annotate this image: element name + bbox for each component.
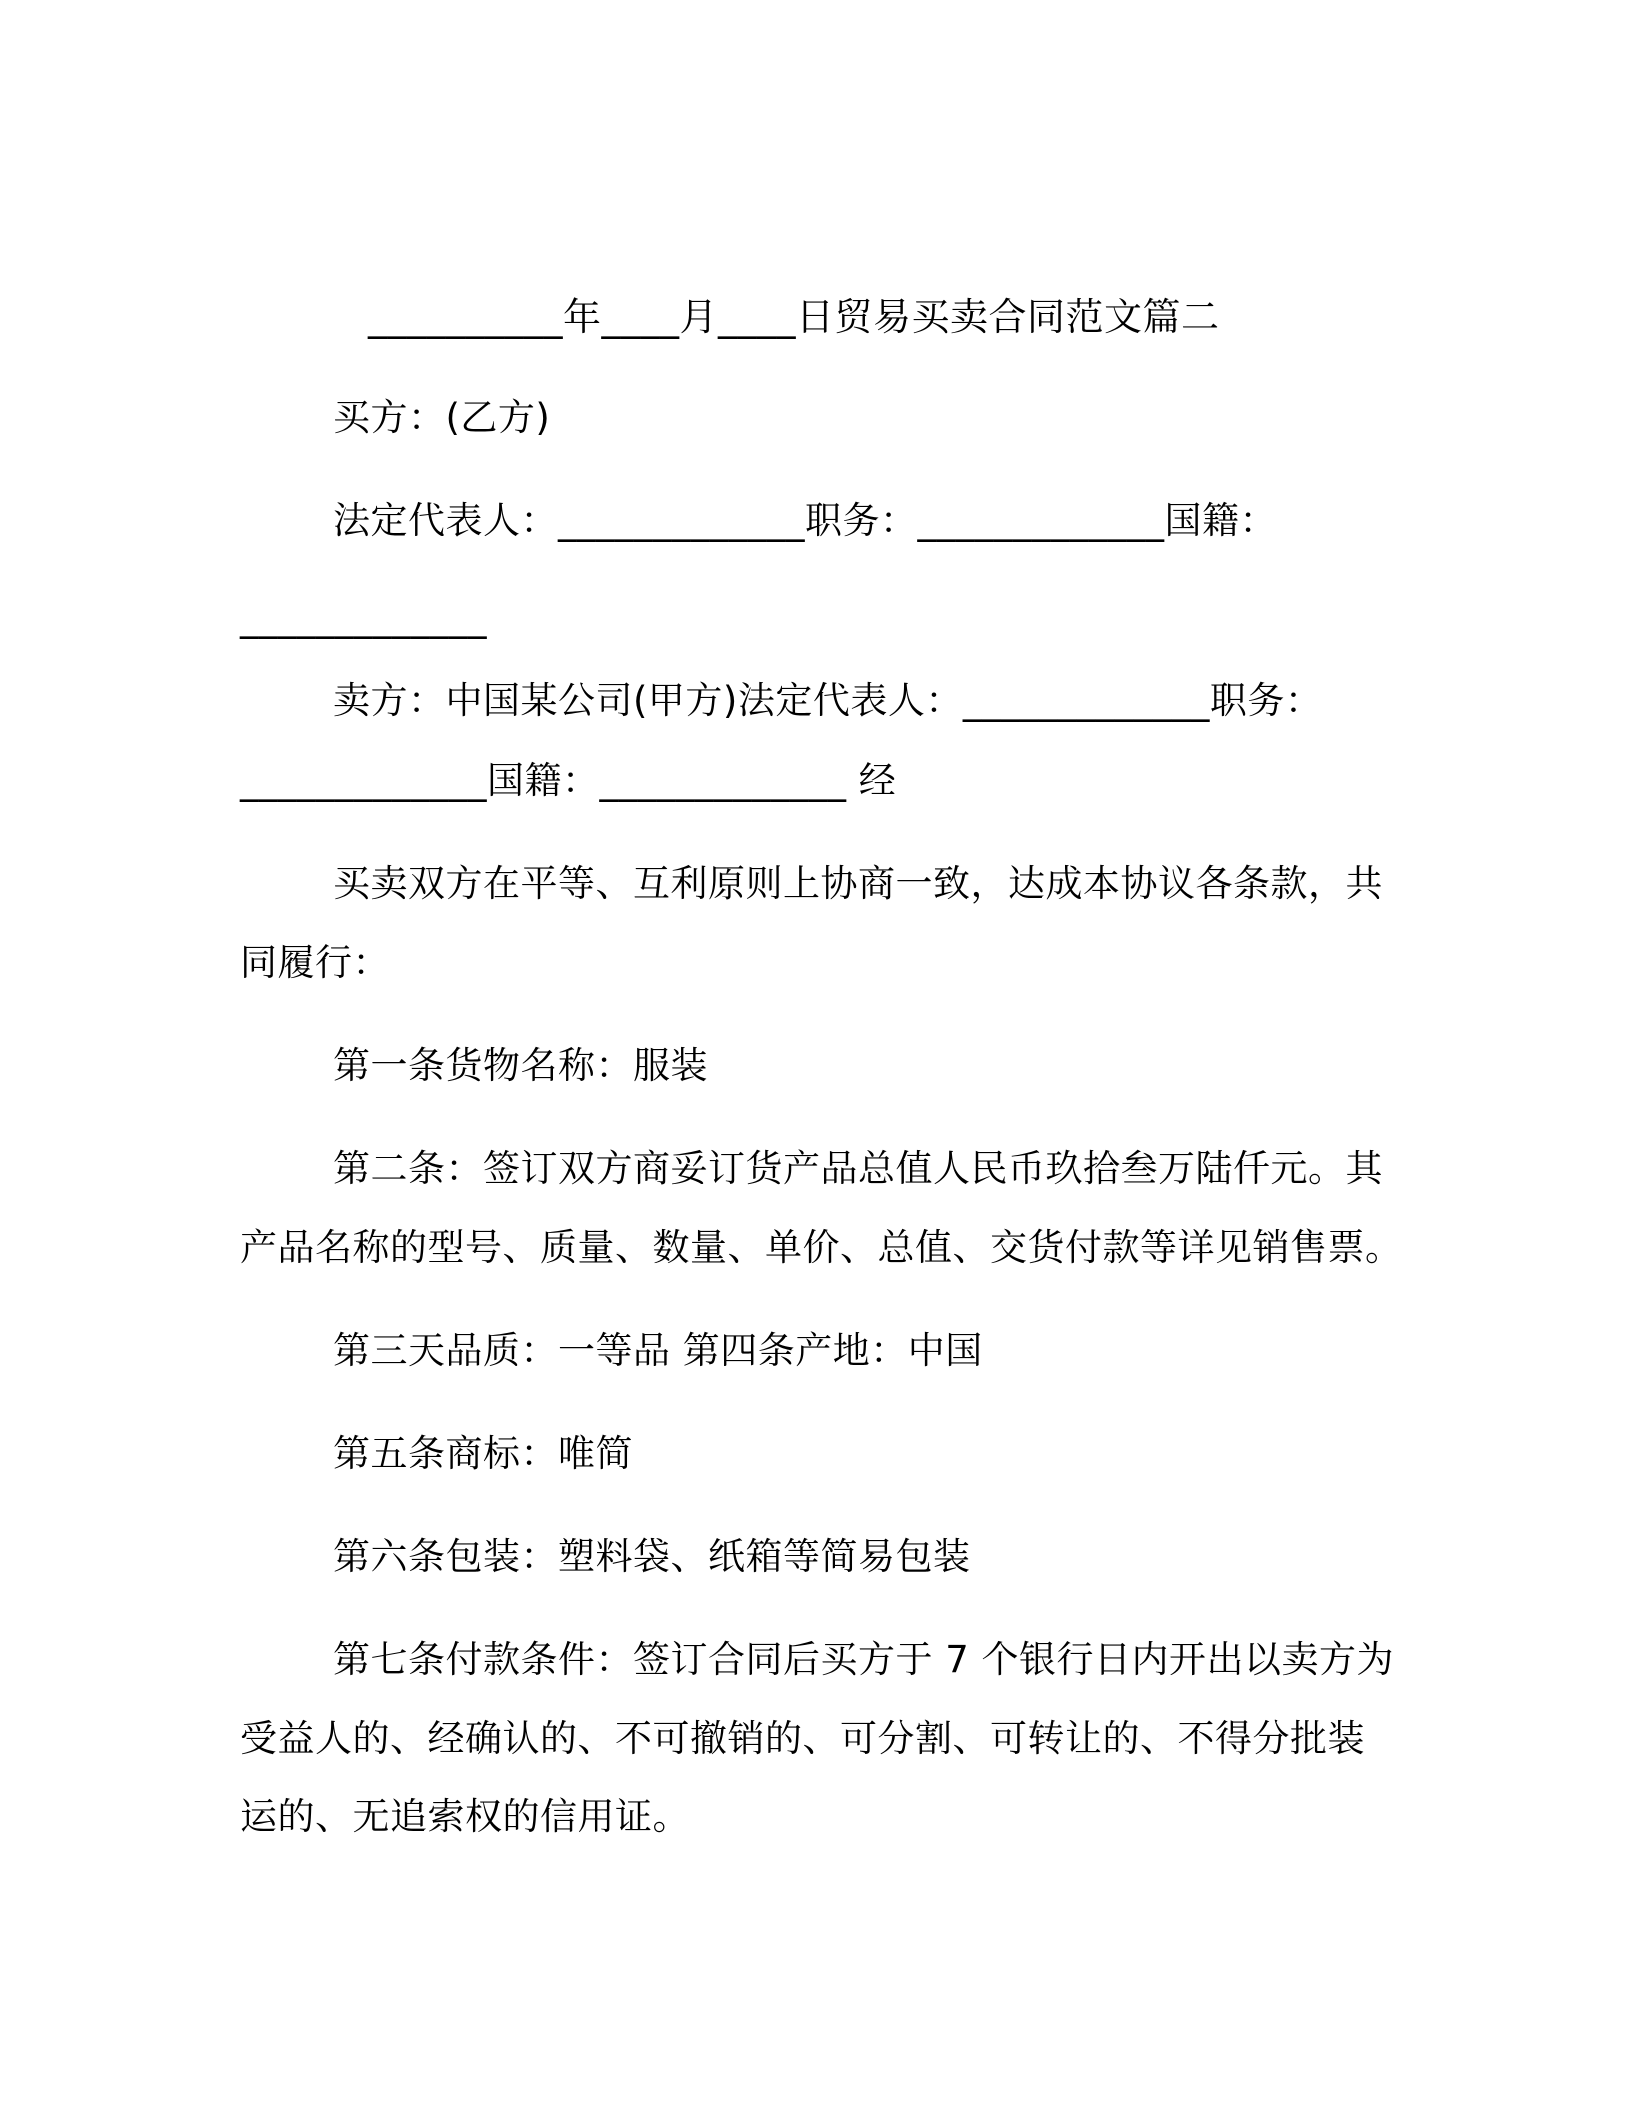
article-7-line-2: 受益人的、经确认的、不可撤销的、可分割、可转让的、不得分批装 [240,1717,1365,1760]
article-6: 第六条包装：塑料袋、纸箱等简易包装 [333,1535,971,1578]
seller-line-1: 卖方：中国某公司(甲方)法定代表人：_____________职务： [333,679,1323,722]
article-1: 第一条货物名称：服装 [333,1044,708,1087]
article-7-line-1: 第七条付款条件：签订合同后买方于 7 个银行日内开出以卖方为 [333,1638,1395,1681]
intro-paragraph-line-2: 同履行： [240,941,390,984]
article-2-line-1: 第二条：签订双方商妥订货产品总值人民币玖拾叁万陆仟元。其 [333,1147,1383,1190]
document-title: __________年____月____日贸易买卖合同范文篇二 [368,295,1220,339]
article-2-line-2: 产品名称的型号、质量、数量、单价、总值、交货付款等详见销售票。 [240,1226,1403,1269]
article-7-line-3: 运的、无追索权的信用证。 [240,1795,690,1838]
buyer-representative-line-1: 法定代表人：_____________职务：_____________国籍： [333,499,1277,542]
article-5: 第五条商标：唯简 [333,1432,633,1475]
intro-paragraph-line-1: 买卖双方在平等、互利原则上协商一致，达成本协议各条款，共 [333,862,1383,905]
article-3-4: 第三天品质：一等品 第四条产地：中国 [333,1329,983,1372]
buyer-representative-line-2: _____________ [240,596,487,639]
seller-line-2: _____________国籍：_____________ 经 [240,759,897,802]
buyer-line: 买方：(乙方) [333,396,551,439]
